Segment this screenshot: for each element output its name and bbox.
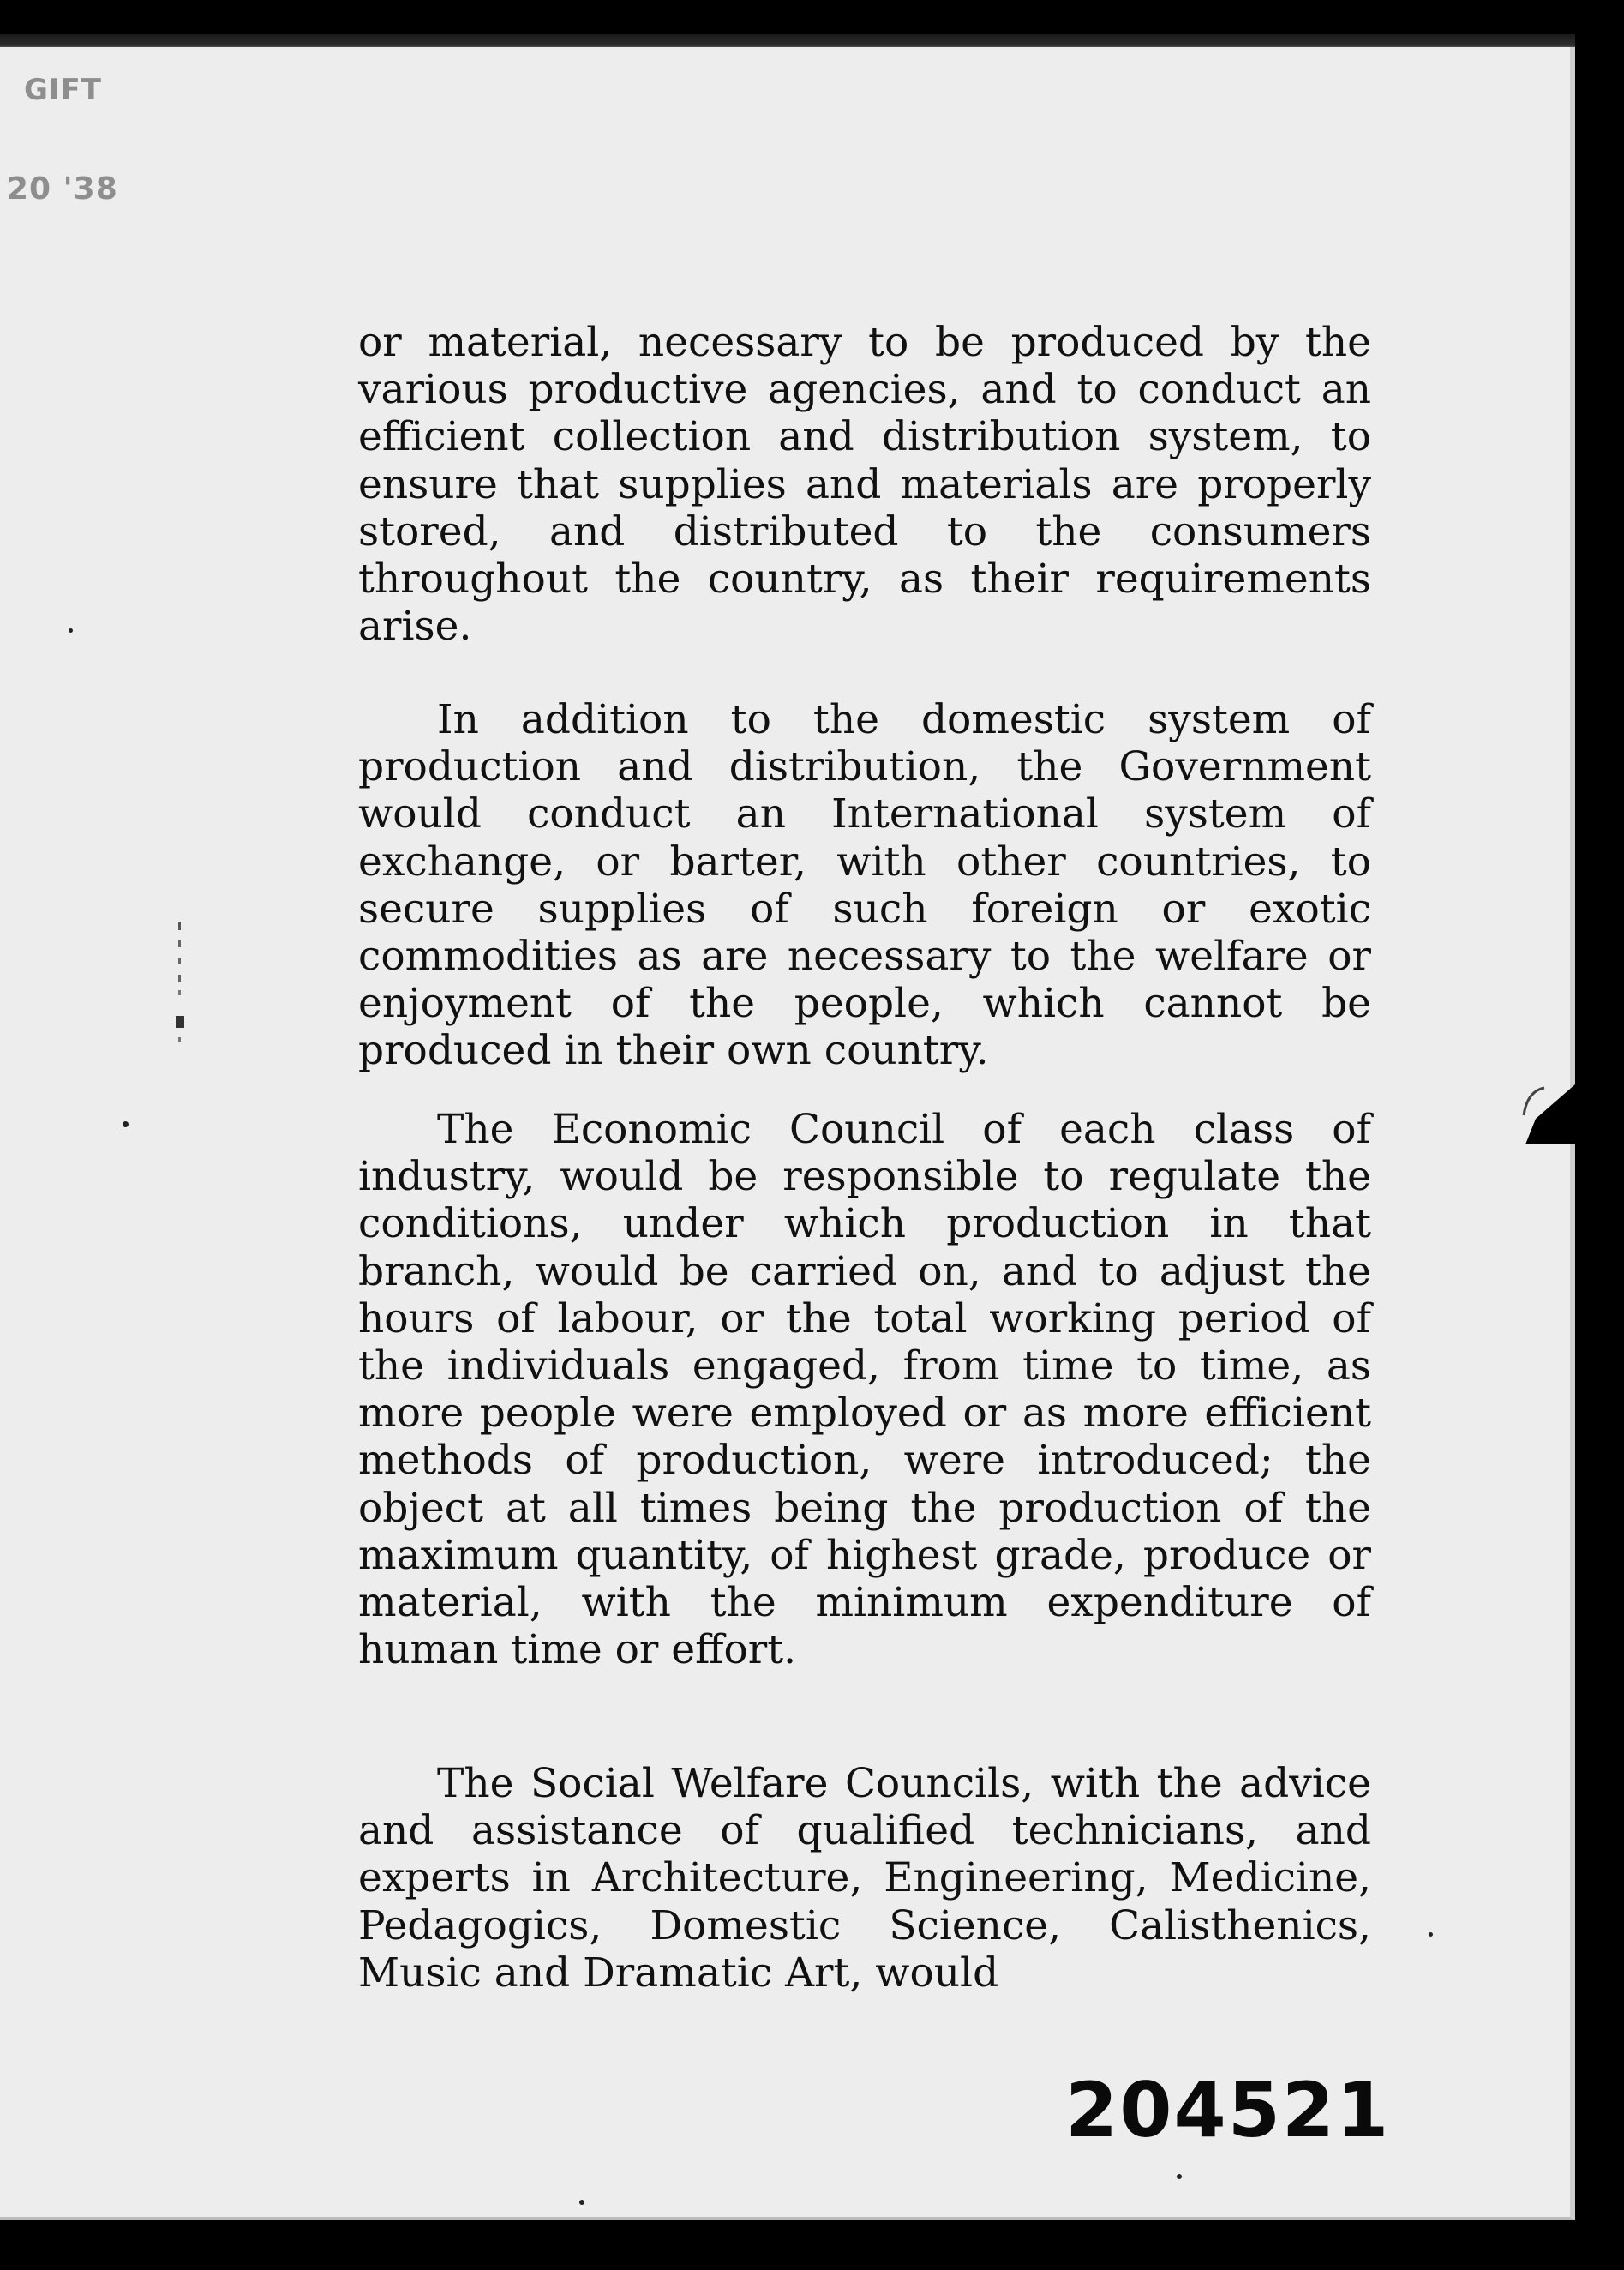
margin-note-date: 20 '38: [7, 171, 118, 207]
margin-note-gift: GIFT: [24, 73, 102, 107]
text-block: [358, 1106, 1371, 1673]
speck-mark: [69, 628, 73, 633]
binding-marks: [174, 922, 186, 1050]
paragraph-1: or material, necessary to be produced by the various productive agencies, and to conduct an efficient collection and distribution system, to ensure that supplies and materials are properly stored, and distributed to the consumers throughout the country, as their requirements arise.: [358, 319, 1371, 651]
speck-mark: [1429, 1932, 1433, 1937]
paragraph-3: The Economic Council of each class of industry, would be responsible to regulate the conditions, under which production in that branch, would be carried on, and to adjust the hours of labour, or the total working period of the individuals engaged, from time to time, as more people were employed or as more efficient methods of production, were introduced; the object at all times being the production of the maximum quantity, of highest grade, produce or material, with the minimum expenditure of human time or effort.: [358, 1106, 1371, 1674]
speck-mark: [579, 2200, 584, 2205]
paper-clip-mark: [1510, 1084, 1575, 1144]
speck-mark: [1177, 2174, 1182, 2179]
stamped-document-number: 204521: [1065, 2066, 1391, 2154]
text-block: [358, 319, 1371, 650]
paragraph-2: In addition to the domestic system of production and distribution, the Government would conduct an International system of exchange, or barter, with other countries, to secure supplies of such foreign or exotic commodities as are necessary to the welfare or enjoyment of the people, which cannot be produced in their own country.: [358, 696, 1371, 1075]
text-block: [358, 696, 1371, 1075]
paragraph-4: The Social Welfare Councils, with the advice and assistance of qualified technicians, and experts in Architecture, Engineering, Medicine, Pedagogics, Domestic Science, Calisthenics, Music and Dramatic Art, would: [358, 1760, 1371, 1997]
speck-mark: [123, 1121, 129, 1127]
text-block: [358, 1760, 1371, 1997]
